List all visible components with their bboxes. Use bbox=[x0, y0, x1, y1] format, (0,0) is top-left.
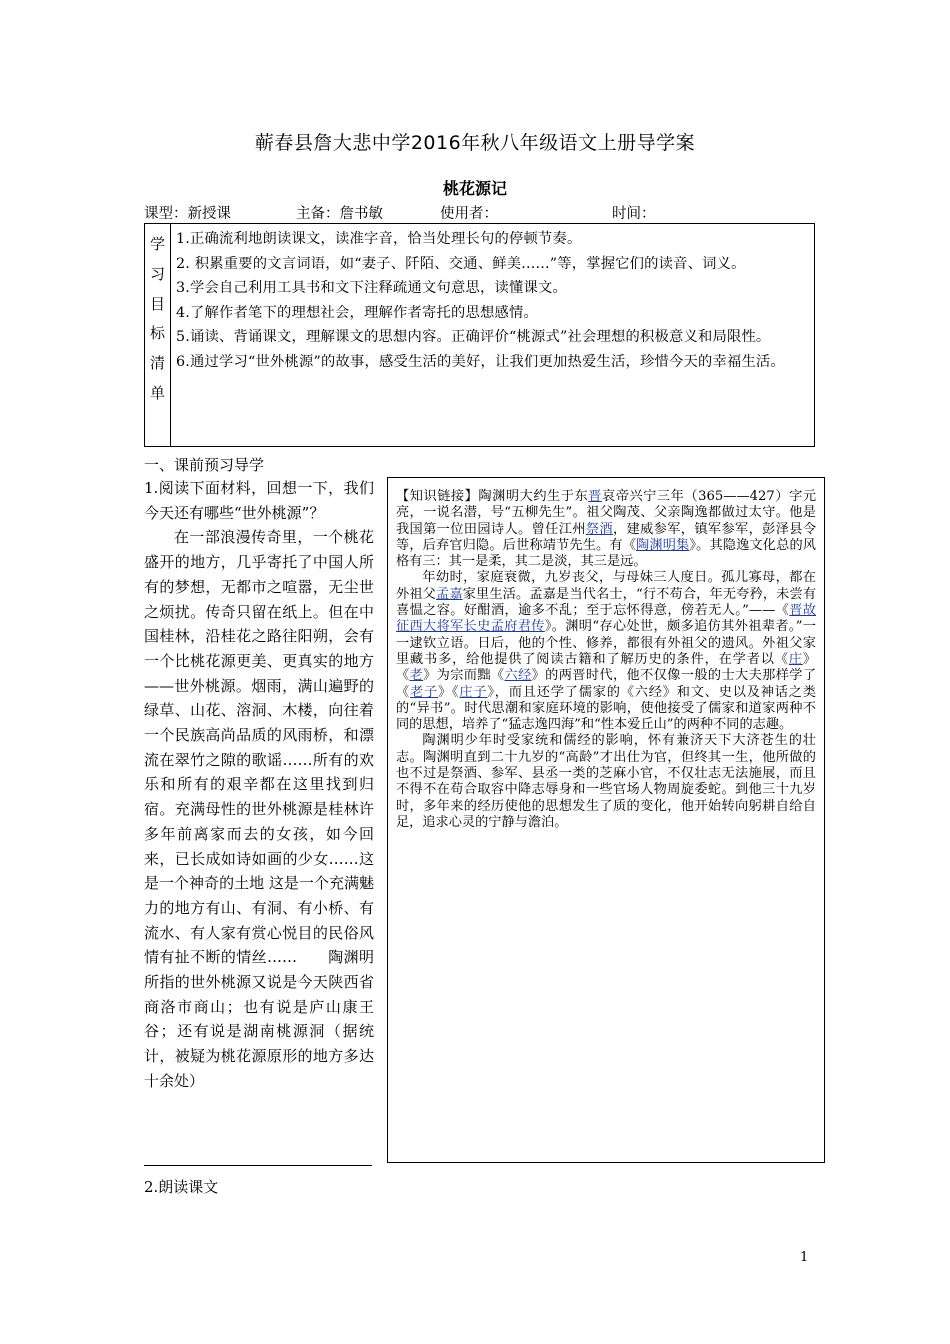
objective-item: 3.学会自己利用工具书和文下注释疏通文句意思，读懂课文。 bbox=[176, 280, 567, 296]
text-run: 》。其隐逸文化总的风格有三：其一是柔，其二是淡，其三是远。 bbox=[396, 537, 816, 570]
passage-main: 在一部浪漫传奇里，一个桃花盛开的地方，几乎寄托了中国人所有的梦想，无都市之喧嚣，无尘世之烦扰。传奇只留在纸上。但在中国桂林，沿桂花之路往阳朔，会有一个比桃花源更美、更真实的地方——世外桃源。烟雨，满山遍野的绿草、山花、溶洞、木楼，向往着一个民族高尚品质的风雨桥，和漂流在翠竹之隙的歌谣……所有的欢乐和所有的艰辛都在这里找到归宿。充满母性的世外桃源是桂林许多年前离家而去的女孩，如今回来，已长成如诗如画的少女……这是一个神奇的土地 这是一个充满魅力的地方有山、有洞、有小桥、有流水、有人家有赏心悦目的民俗风情有扯不断的情丝…… bbox=[144, 528, 374, 967]
divider-line bbox=[144, 1165, 372, 1166]
passage-tail: 陶渊明所指的世外桃源又说是今天陕西省商洛市商山；也有说是庐山康王谷；还有说是湖南桃源洞（据统计，被疑为桃花源原形的地方多达十余处） bbox=[144, 948, 374, 1090]
course-type: 课型：新授课 bbox=[144, 206, 231, 222]
objectives-label bbox=[145, 230, 170, 409]
knowledge-paragraph: 陶渊明少年时受家统和儒经的影响，怀有兼济天下大济苍生的壮志。陶渊明直到二十九岁的“高龄”才出仕为官，但终其一生，他所做的也不过是祭酒、参军、县丞一类的芝麻小官，不仅壮志无法施展，而且不得不在苟合取容中降志辱身和一些官场人物周旋委蛇。到他三十九岁时，多年来的经历使他的思想发生了质的变化，他开始转向躬耕自给自足，追求心灵的宁静与澹泊。 bbox=[396, 733, 816, 830]
objective-item: 5.诵读、背诵课文，理解课文的思想内容。正确评价“桃源式”社会理想的积极意义和局限性。 bbox=[176, 329, 771, 345]
knowledge-label: 【知识链接】 bbox=[396, 489, 479, 504]
host-teacher: 主备：詹书敏 bbox=[296, 206, 383, 222]
link-laozi[interactable]: 老子 bbox=[410, 684, 438, 700]
knowledge-paragraph bbox=[396, 489, 816, 570]
text-run: 》的两晋时代，他不仅像一般的士大夫那样学了《 bbox=[396, 668, 817, 700]
text-run: 》《 bbox=[438, 684, 460, 700]
link-lao[interactable]: 老 bbox=[409, 668, 424, 684]
text-run: 》为宗而黜《 bbox=[423, 668, 505, 684]
link-mengjia[interactable]: 孟嘉 bbox=[436, 586, 463, 602]
text-run: 哀帝兴宁三年（365——427）字元亮，一说名潜，号“五柳先生”。祖父陶茂、父亲陶逸都做过太守。他是我国第一位田园诗人。曾任江州 bbox=[396, 489, 817, 537]
lesson-title: 桃花源记 bbox=[442, 179, 507, 198]
link-liujing[interactable]: 六经 bbox=[504, 668, 532, 684]
label-char: 学 bbox=[149, 235, 165, 253]
knowledge-link-box bbox=[387, 477, 825, 1163]
text-run: 》，而且还学了儒家的《六经》和文、史以及神话之类的“异书”。时代思潮和家庭环境的影响，使他接受了儒家和道家两种不同的思想，培养了“猛志逸四海”和“性本爱丘山”的两种不同的志趣。 bbox=[396, 684, 816, 733]
objective-item: 4.了解作者笔下的理想社会，理解作者寄托的思想感情。 bbox=[176, 304, 538, 321]
link-zhuang[interactable]: 庄 bbox=[788, 651, 803, 667]
table-divider bbox=[170, 224, 171, 446]
read-aloud-item: 2.朗读课文 bbox=[144, 1178, 219, 1196]
text-run: 》《 bbox=[396, 651, 817, 684]
reading-passage bbox=[144, 525, 374, 1093]
objective-item: 2. 积累重要的文言词语，如“妻子、阡陌、交通、鲜美......”等，掌握它们的读音、词义。 bbox=[176, 255, 746, 272]
user-field: 使用者： bbox=[440, 206, 498, 222]
text-run: 陶渊明大约生于东 bbox=[478, 489, 589, 504]
text-run: 年幼时，家庭衰微，九岁丧父，与母妹三人度日。孤儿寡母，都在外祖父 bbox=[396, 570, 816, 602]
label-char: 目 bbox=[149, 294, 165, 313]
reading-material bbox=[144, 476, 374, 1094]
label-char: 单 bbox=[149, 383, 165, 402]
label-char: 清 bbox=[149, 354, 165, 373]
page-number: 1 bbox=[800, 1250, 809, 1265]
time-field: 时间： bbox=[612, 206, 656, 222]
section-heading: 一、课前预习导学 bbox=[144, 456, 265, 474]
knowledge-text bbox=[396, 489, 816, 831]
label-char: 习 bbox=[149, 264, 165, 283]
page-title: 蕲春县詹大悲中学2016年秋八年级语文上册导学案 bbox=[254, 132, 696, 154]
link-collection[interactable]: 陶渊明集 bbox=[636, 537, 690, 553]
objectives-list bbox=[176, 227, 808, 374]
text-run: 》。渊明“存心处世，颇多追仿其外祖辈者。”一一逮钦立语。日后，他的个性、修养，都很有外祖父的遗风。外祖父家里藏书多，给他提供了阅读古籍和了解历史的条件，在学者以《 bbox=[396, 619, 816, 667]
link-biography[interactable]: 晋故征西大将军长史孟府君传 bbox=[396, 603, 817, 635]
link-jijiu[interactable]: 祭酒 bbox=[585, 521, 613, 537]
reading-question: 1.阅读下面材料，回想一下，我们今天还有哪些“世外桃源”？ bbox=[144, 479, 374, 522]
link-zhuangzi[interactable]: 庄子 bbox=[459, 684, 488, 700]
text-run: 家里生活。孟嘉是当代名士，“行不苟合，年无夸矜，未尝有喜愠之容。好酣酒，逾多不乱；至于忘怀得意，傍若无人。”——《 bbox=[396, 586, 817, 619]
text-run: ，建威参军，镇军参军，彭泽县令等，后弃官归隐。后世称靖节先生。有《 bbox=[396, 521, 817, 553]
label-char: 标 bbox=[149, 324, 165, 343]
objective-item: 6.通过学习“世外桃源”的故事，感受生活的美好，让我们更加热爱生活，珍惜今天的幸福生活。 bbox=[176, 353, 785, 370]
knowledge-paragraph bbox=[396, 570, 816, 733]
objective-item: 1.正确流利地朗读课文，读准字音，恰当处理长句的停顿节奏。 bbox=[176, 231, 582, 247]
link-jin[interactable]: 晋 bbox=[588, 489, 602, 504]
learning-objectives-table bbox=[144, 223, 815, 447]
